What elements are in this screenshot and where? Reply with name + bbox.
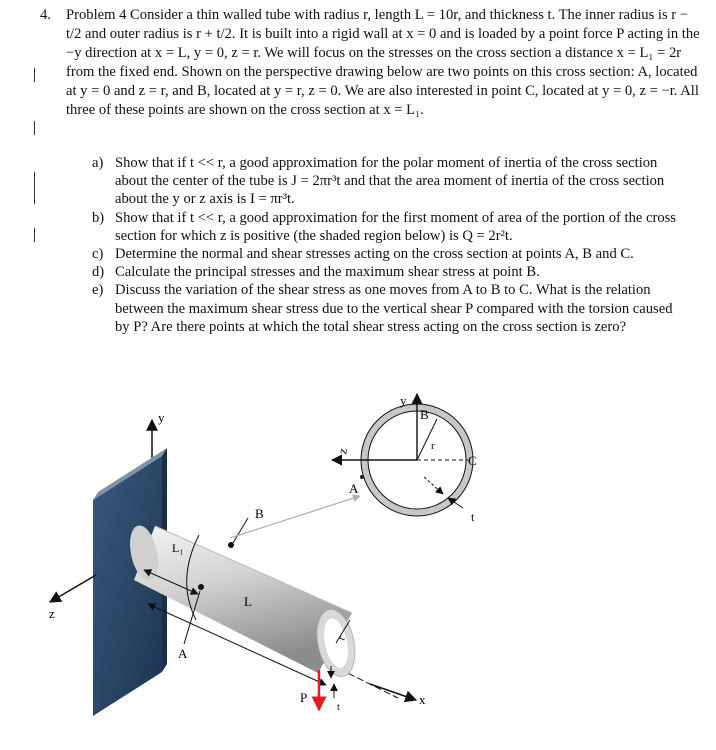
part-b-label: b) xyxy=(92,209,105,226)
L1-label: L₁ xyxy=(172,541,184,555)
part-d-text: Calculate the principal stresses and the maximum shear stress at point B. xyxy=(115,264,540,281)
thickness-t-label: t xyxy=(337,702,340,713)
L-label: L xyxy=(244,594,252,609)
tube-end-r-label: r xyxy=(335,634,349,643)
cs-z-label: z xyxy=(334,447,351,456)
part-d-label: d) xyxy=(92,264,105,281)
part-d xyxy=(92,263,688,281)
part-b xyxy=(92,209,688,245)
x-axis-label: x xyxy=(419,692,426,707)
change-bar-2 xyxy=(34,121,35,135)
part-b-text: Show that if t << r, a good approximation for the first moment of area of the portion of the cross section for which z is positive (the shaded region below) is Q = 2r²t. xyxy=(115,209,676,244)
part-c-text: Determine the normal and shear stresses acting on the cross section at points A, B and C. xyxy=(115,246,634,263)
cs-r-label: r xyxy=(431,440,435,452)
change-bar-4 xyxy=(34,228,35,242)
change-bar-1 xyxy=(34,68,35,82)
force-P-label: P xyxy=(300,690,308,705)
part-a xyxy=(92,154,688,209)
problem-paragraph: Problem 4 Consider a thin walled tube with radius r, length L = 10r, and thickness t. The inner radius is r − t/2 and outer radius is r + t/2. It is built into a rigid wall at x = 0 and is loaded by a point force P acting in the −y direction at x = L, y = 0, z = r. We will focus on the stresses on the cross section a distance x = L₁ = 2r from the fixed end. Shown on the perspective drawing below are two points on this cross section: A, located at y = 0 and z = r, and B, located at y = r, z = 0. We are also interested in point C, located at y = 0, z = −r. All three of these points are shown on the cross section at x = L₁. xyxy=(66,7,700,118)
part-c-label: c) xyxy=(92,246,104,263)
wall-z-label: z xyxy=(49,606,55,621)
part-e-label: e) xyxy=(92,282,104,299)
part-e-text: Discuss the variation of the shear stress as one moves from A to B to C. What is the relation between the maximum shear stress due to the vertical shear P compared with the torsion caused by P? Are there points at which the total shear stress acting on the cross section is zero? xyxy=(115,282,673,335)
x-axis-arrow xyxy=(370,684,416,700)
point-B-label: B xyxy=(255,506,264,521)
cross-section-view xyxy=(332,393,477,524)
tube-figure xyxy=(0,380,716,750)
cs-B-label: B xyxy=(420,407,429,422)
part-a-text: Show that if t << r, a good approximation for the polar moment of inertia of the cross section about the center of the tube is J = 2πr³t and that the area moment of inertia of the cross section about the y or z axis is I = πr³t. xyxy=(115,155,665,208)
change-bar-3 xyxy=(34,172,35,204)
point-B-leader xyxy=(233,518,248,543)
cs-y-label: y xyxy=(400,393,407,408)
cs-t-label: t xyxy=(471,510,475,524)
cs-C-label: C xyxy=(468,453,477,468)
part-a-label: a) xyxy=(92,155,104,171)
part-e xyxy=(92,281,688,336)
wall-z-axis xyxy=(50,575,96,602)
part-c xyxy=(92,245,688,263)
cs-point-A xyxy=(360,475,364,479)
problem-number: 4. xyxy=(40,7,51,23)
problem-parts-list xyxy=(92,154,688,336)
point-A-label: A xyxy=(178,646,188,661)
cs-A-label: A xyxy=(349,481,359,496)
pointer-to-cross-section xyxy=(230,496,360,538)
problem-statement xyxy=(40,6,704,120)
point-A-dot xyxy=(198,584,204,590)
wall-y-label: y xyxy=(158,410,165,425)
